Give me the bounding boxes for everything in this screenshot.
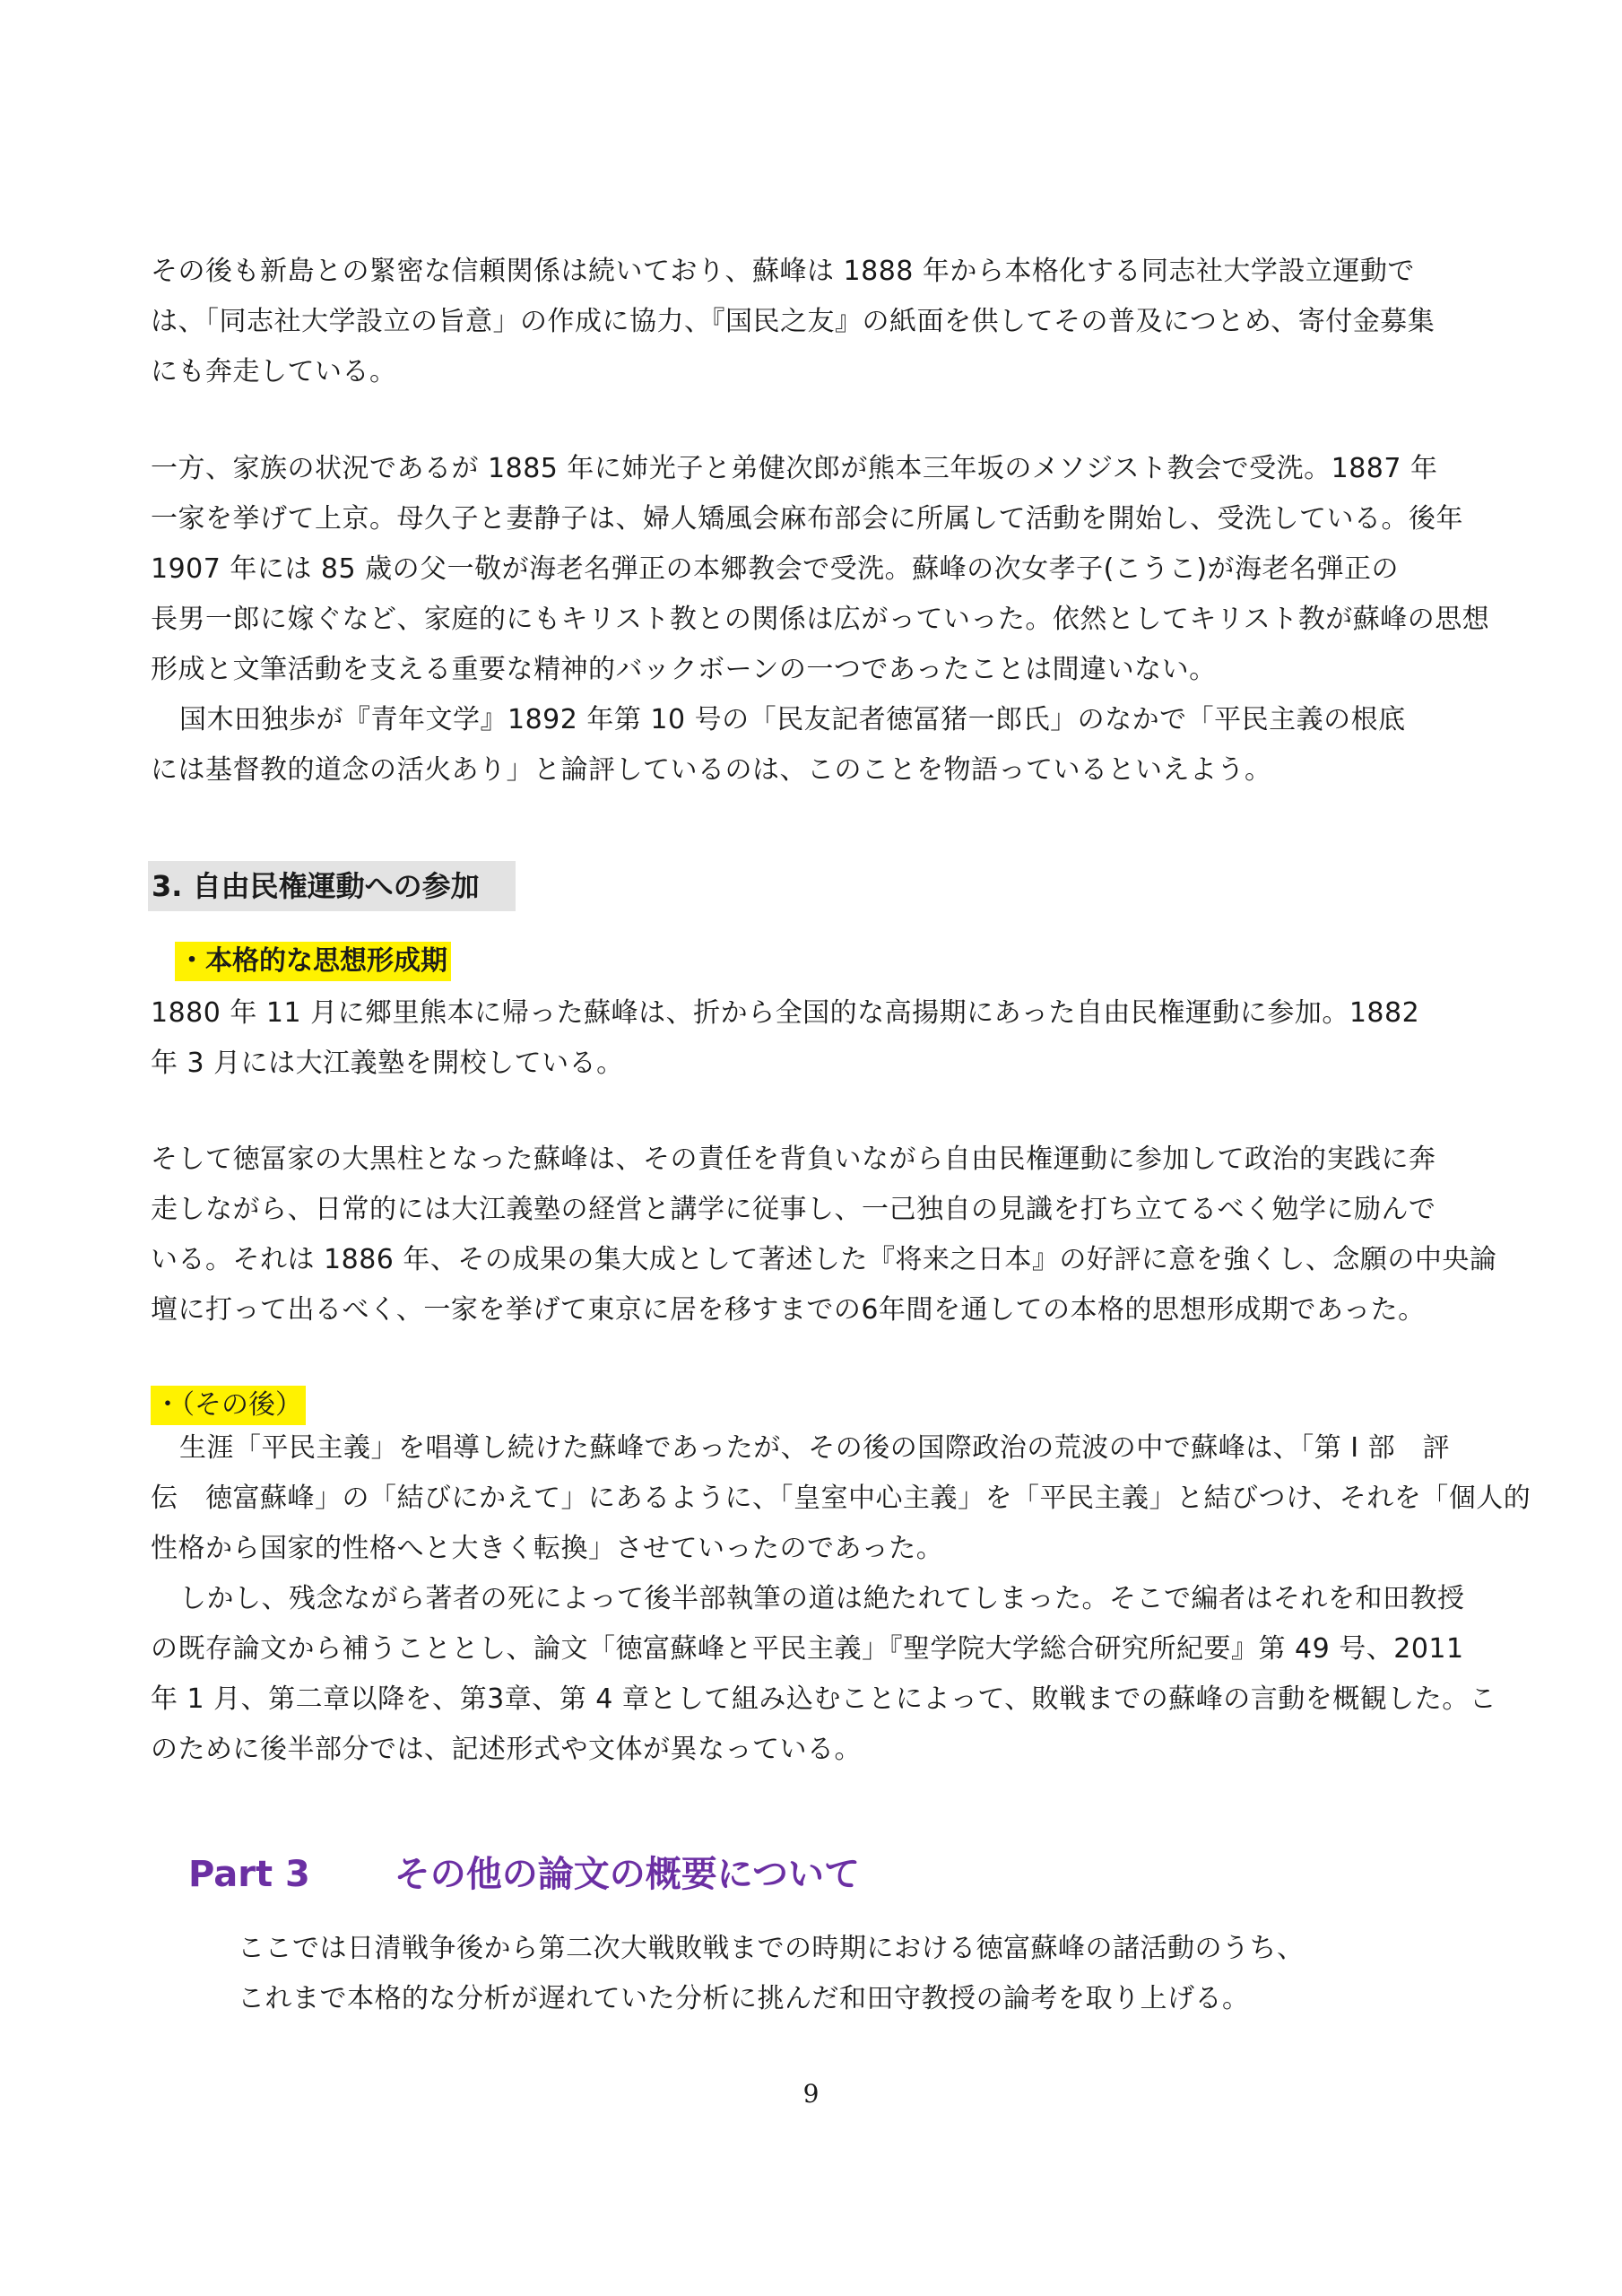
text-line: 1907 年には 85 歳の父一敬が海老名弾正の本郷教会で受洗。蘇峰の次女孝子(こうこ)が海老名弾正の bbox=[151, 553, 1400, 585]
part-intro bbox=[238, 1924, 1305, 2024]
part-title: その他の論文の概要について bbox=[394, 1854, 860, 1895]
part-number: Part 3 bbox=[188, 1854, 310, 1895]
text-line: しかし、残念ながら著者の死によって後半部執筆の道は絶たれてしまった。そこで編者はそれを和田教授 bbox=[179, 1583, 1465, 1614]
paragraph-editor-note bbox=[151, 1574, 1497, 1775]
text-line: は、「同志社大学設立の旨意」の作成に協力、『国民之友』の紙面を供してその普及につとめ、寄付金募集 bbox=[151, 306, 1436, 337]
text-line: ここでは日清戦争後から第二次大戦敗戦までの時期における徳富蘇峰の諸活動のうち、 bbox=[238, 1933, 1305, 1964]
page-number: 9 bbox=[802, 2079, 820, 2109]
text-line: 走しながら、日常的には大江義塾の経営と講学に従事し、一己独自の見識を打ち立てるべく勉学に励んで bbox=[151, 1194, 1436, 1225]
text-line: 壇に打って出るべく、一家を挙げて東京に居を移すまでの6年間を通しての本格的思想形成期であった。 bbox=[151, 1294, 1426, 1326]
text-line: 性格から国家的性格へと大きく転換」させていったのであった。 bbox=[151, 1533, 944, 1564]
paragraph-heimin-shugi bbox=[151, 1423, 1531, 1574]
text-line: 年 1 月、第二章以降を、第3章、第 4 章として組み込むことによって、敗戦までの蘇峰の言動を概観した。こ bbox=[151, 1683, 1497, 1715]
paragraph-kunikida bbox=[151, 695, 1487, 796]
text-line: そして徳冨家の大黒柱となった蘇峰は、その責任を背負いながら自由民権運動に参加して政治的実践に奔 bbox=[151, 1144, 1436, 1175]
text-line: 長男一郎に嫁ぐなど、家庭的にもキリスト教との関係は広がっていった。依然としてキリスト教が蘇峰の思想 bbox=[151, 604, 1490, 635]
part-heading bbox=[188, 1849, 860, 1900]
highlight-label-afterwards: ・（その後） bbox=[151, 1386, 306, 1425]
section-heading: 3. 自由民権運動への参加 bbox=[148, 861, 516, 911]
paragraph-family bbox=[151, 444, 1490, 695]
text-line: これまで本格的な分析が遅れていた分析に挑んだ和田守教授の論考を取り上げる。 bbox=[238, 1983, 1250, 2014]
paragraph-doshisha bbox=[151, 247, 1487, 397]
text-line: にも奔走している。 bbox=[151, 356, 397, 387]
text-line: には基督教的道念の活火あり」と論評しているのは、このことを物語っているといえよう。 bbox=[151, 754, 1272, 786]
text-line: 1880 年 11 月に郷里熊本に帰った蘇峰は、折から全国的な高揚期にあった自由民権運動に参加。1882 bbox=[151, 997, 1420, 1029]
text-line: 形成と文筆活動を支える重要な精神的バックボーンの一つであったことは間違いない。 bbox=[151, 654, 1217, 685]
text-line: 伝 徳富蘇峰」の「結びにかえて」にあるように、「皇室中心主義」を「平民主義」と結びつけ、それを「個人的 bbox=[151, 1483, 1531, 1514]
paragraph-return-kumamoto bbox=[151, 988, 1487, 1089]
highlight-label-formation: ・本格的な思想形成期 bbox=[175, 942, 451, 981]
text-line: 生涯「平民主義」を唱導し続けた蘇峰であったが、その後の国際政治の荒波の中で蘇峰は、「第 I 部 評 bbox=[179, 1432, 1451, 1464]
paragraph-tokutomi-family bbox=[151, 1135, 1497, 1335]
text-line: 国木田独歩が『青年文学』1892 年第 10 号の「民友記者徳冨猪一郎氏」のなかで「平民主義の根底 bbox=[179, 704, 1406, 735]
text-line: いる。それは 1886 年、その成果の集大成として著述した『将来之日本』の好評に意を強くし、念願の中央論 bbox=[151, 1244, 1497, 1275]
text-line: 年 3 月には大江義塾を開校している。 bbox=[151, 1048, 624, 1079]
text-line: のために後半部分では、記述形式や文体が異なっている。 bbox=[151, 1734, 862, 1765]
text-line: 一家を挙げて上京。母久子と妻静子は、婦人矯風会麻布部会に所属して活動を開始し、受洗している。後年 bbox=[151, 503, 1463, 535]
text-line: の既存論文から補うこととし、論文「徳富蘇峰と平民主義」『聖学院大学総合研究所紀要』第 49 号、2011 bbox=[151, 1633, 1464, 1665]
text-line: その後も新島との緊密な信頼関係は続いており、蘇峰は 1888 年から本格化する同志社大学設立運動で bbox=[151, 256, 1415, 287]
text-line: 一方、家族の状況であるが 1885 年に姉光子と弟健次郎が熊本三年坂のメソジスト教会で受洗。1887 年 bbox=[151, 453, 1438, 484]
